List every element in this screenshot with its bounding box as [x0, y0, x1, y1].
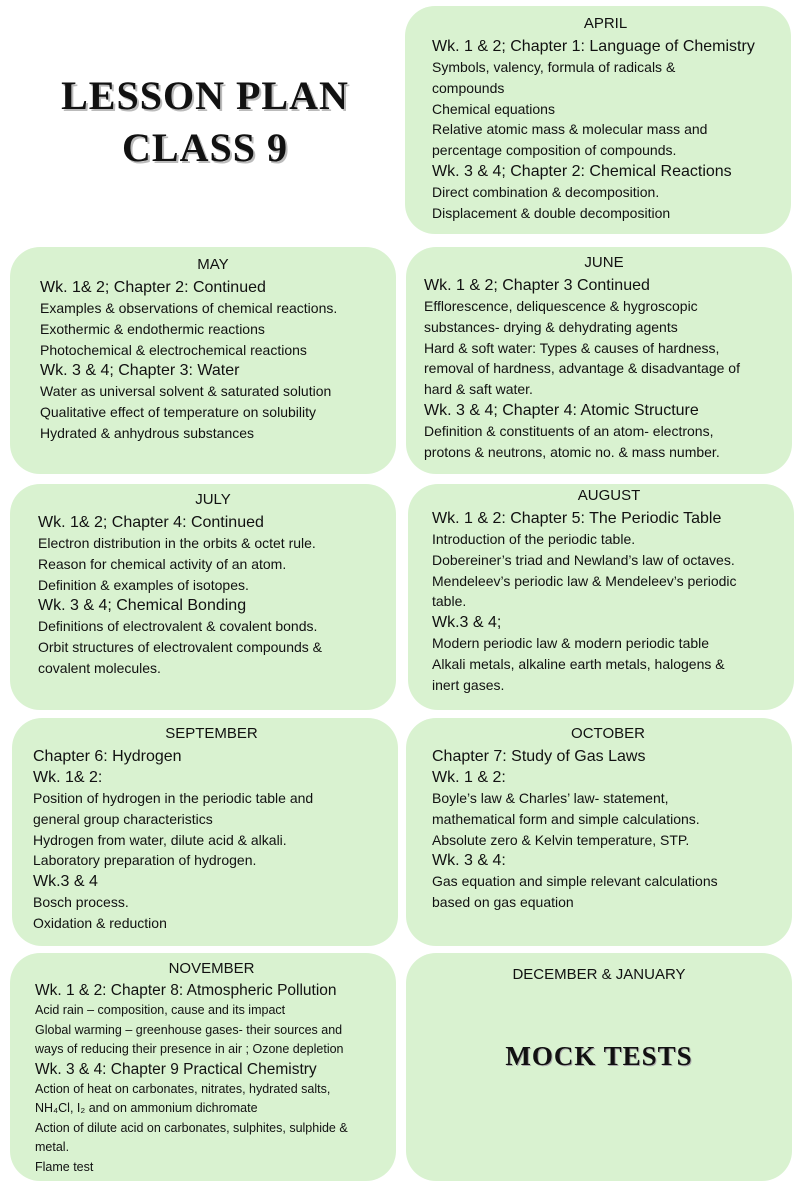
topic-line: Alkali metals, alkaline earth metals, halogens &	[432, 655, 725, 672]
mock-tests-label: MOCK TESTS	[505, 1041, 693, 1071]
topic-line: Definitions of electrovalent & covalent bonds.	[38, 618, 318, 635]
topic-line: mathematical form and simple calculations.	[432, 810, 700, 827]
topic-line: Mendeleev’s periodic law & Mendeleev’s periodic	[432, 572, 737, 589]
topic-line: Modern periodic law & modern periodic table	[432, 635, 710, 652]
topic-line: based on gas equation	[432, 894, 574, 911]
week-chapter-heading: Wk. 3 & 4: Chapter 9 Practical Chemistry	[35, 1060, 317, 1078]
month-heading: MAY	[197, 256, 229, 273]
topic-line: Displacement & double decomposition	[432, 204, 671, 221]
topic-line: Direct combination & decomposition.	[432, 183, 660, 200]
week-chapter-heading: Wk. 3 & 4; Chapter 3: Water	[40, 362, 240, 380]
topic-line: Definition & constituents of an atom- electrons,	[424, 422, 714, 439]
card-october	[406, 718, 792, 946]
card-november	[10, 953, 396, 1181]
card-april	[405, 6, 791, 234]
topic-line: Examples & observations of chemical reactions.	[40, 300, 338, 316]
topic-line: Introduction of the periodic table.	[432, 531, 636, 547]
topic-line: Dobereiner’s triad and Newland’s law of octaves.	[432, 551, 735, 568]
week-chapter-heading: Wk. 1 & 2: Chapter 8: Atmospheric Pollution	[35, 982, 337, 999]
topic-line: Reason for chemical activity of an atom.	[38, 555, 287, 572]
topic-line: Hard & soft water: Types & causes of hardness,	[424, 339, 720, 356]
topic-line: Laboratory preparation of hydrogen.	[33, 852, 257, 869]
week-chapter-heading: Wk.3 & 4;	[432, 614, 502, 632]
topic-line: Water as universal solvent & saturated solution	[40, 383, 332, 400]
topic-line: substances- drying & dehydrating agents	[424, 318, 678, 335]
month-heading: SEPTEMBER	[165, 725, 258, 742]
week-chapter-heading: Wk. 3 & 4; Chapter 2: Chemical Reactions	[432, 162, 732, 180]
topic-line: Relative atomic mass & molecular mass and	[432, 121, 708, 138]
topic-line: Orbit structures of electrovalent compounds &	[38, 639, 323, 656]
topic-line: Definition & examples of isotopes.	[38, 576, 249, 593]
topic-line: Action of heat on carbonates, nitrates, hydrated salts,	[35, 1081, 331, 1096]
topic-line: table.	[432, 593, 467, 610]
card-june	[406, 247, 792, 474]
topic-line: Electron distribution in the orbits & octet rule.	[38, 535, 316, 551]
topic-line: Action of dilute acid on carbonates, sulphites, sulphide &	[35, 1120, 348, 1135]
topic-line: Position of hydrogen in the periodic table and	[33, 790, 314, 806]
month-heading: DECEMBER & JANUARY	[512, 966, 686, 983]
topic-line: protons & neutrons, atomic no. & mass number.	[424, 443, 720, 460]
topic-line: hard & saft water.	[424, 381, 533, 398]
topic-line: NH₄Cl, I₂ and on ammonium dichromate	[35, 1101, 258, 1115]
topic-line: Exothermic & endothermic reactions	[40, 320, 265, 337]
page-title	[20, 70, 390, 174]
topic-line: Boyle’s law & Charles’ law- statement,	[432, 790, 669, 806]
topic-line: compounds	[432, 79, 505, 96]
month-heading: JULY	[195, 491, 231, 508]
topic-line: Symbols, valency, formula of radicals &	[432, 59, 676, 75]
topic-line: removal of hardness, advantage & disadvantage of	[424, 360, 740, 377]
topic-line: Photochemical & electrochemical reactions	[40, 341, 307, 358]
week-chapter-heading: Wk. 3 & 4; Chapter 4: Atomic Structure	[424, 401, 699, 419]
month-heading: JUNE	[584, 254, 624, 271]
week-chapter-heading: Wk. 1 & 2; Chapter 3 Continued	[424, 277, 650, 294]
title-line-2: CLASS 9	[122, 125, 288, 170]
topic-line: Oxidation & reduction	[33, 914, 167, 931]
month-heading: OCTOBER	[571, 725, 645, 742]
topic-line: Qualitative effect of temperature on solubility	[40, 404, 317, 421]
month-heading: NOVEMBER	[168, 960, 255, 977]
week-chapter-heading: Wk. 3 & 4; Chemical Bonding	[38, 597, 247, 615]
topic-line: Global warming – greenhouse gases- their sources and	[35, 1022, 343, 1037]
week-chapter-heading: Wk. 1& 2; Chapter 4: Continued	[38, 514, 264, 531]
topic-line: Bosch process.	[33, 894, 129, 911]
topic-line: Hydrogen from water, dilute acid & alkali.	[33, 831, 287, 848]
topic-line: Absolute zero & Kelvin temperature, STP.	[432, 831, 690, 848]
card-may	[10, 247, 396, 474]
week-chapter-heading: Chapter 7: Study of Gas Laws	[432, 748, 646, 765]
title-line-1: LESSON PLAN	[61, 73, 349, 118]
topic-line: Flame test	[35, 1159, 94, 1174]
topic-line: ways of reducing their presence in air ; Ozone depletion	[35, 1042, 344, 1056]
month-heading: APRIL	[583, 15, 628, 32]
week-chapter-heading: Wk.3 & 4	[33, 873, 98, 891]
week-chapter-heading: Wk. 1& 2:	[33, 769, 103, 786]
topic-line: percentage composition of compounds.	[432, 142, 677, 159]
card-july	[10, 484, 396, 710]
topic-line: general group characteristics	[33, 810, 213, 827]
topic-line: Efflorescence, deliquescence & hygroscopic	[424, 298, 698, 314]
topic-line: Hydrated & anhydrous substances	[40, 424, 255, 441]
topic-line: covalent molecules.	[38, 659, 161, 676]
topic-line: Acid rain – composition, cause and its impact	[35, 1003, 286, 1017]
topic-line: Chemical equations	[432, 100, 555, 117]
card-september	[12, 718, 398, 946]
week-chapter-heading: Wk. 1& 2; Chapter 2: Continued	[40, 279, 266, 296]
card-december-january	[406, 953, 792, 1181]
month-heading: AUGUST	[577, 487, 641, 504]
week-chapter-heading: Wk. 3 & 4:	[432, 852, 506, 870]
topic-line: metal.	[35, 1140, 70, 1154]
card-august	[408, 484, 794, 710]
week-chapter-heading: Chapter 6: Hydrogen	[33, 748, 182, 765]
topic-line: Gas equation and simple relevant calculations	[432, 873, 718, 890]
topic-line: inert gases.	[432, 676, 505, 693]
week-chapter-heading: Wk. 1 & 2: Chapter 5: The Periodic Table	[432, 510, 722, 527]
week-chapter-heading: Wk. 1 & 2; Chapter 1: Language of Chemistry	[432, 38, 755, 55]
week-chapter-heading: Wk. 1 & 2:	[432, 769, 506, 786]
